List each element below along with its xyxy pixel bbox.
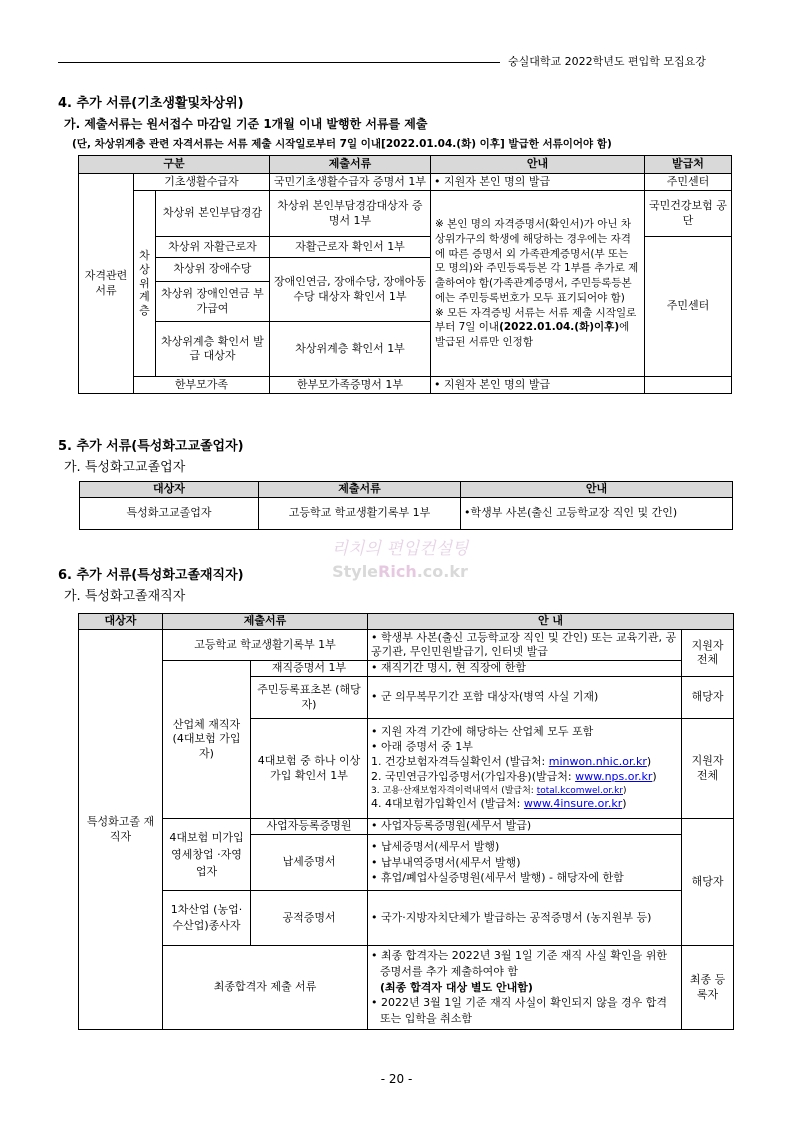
s6-industry: 산업체 재직자 (4대보험 가입자) bbox=[163, 661, 251, 819]
s6-a-doc: 고등학교 학교생활기록부 1부 bbox=[163, 630, 368, 661]
s6-h-note: 최종 등록자 bbox=[682, 946, 734, 1030]
page-number: - 20 - bbox=[380, 1072, 413, 1086]
s4-r1-issuer: 주민센터 bbox=[645, 174, 732, 191]
section-6-title: 6. 추가 서류(특성화고졸재직자) bbox=[58, 568, 244, 583]
s4-r7-info: • 지원자 본인 명의 발급 bbox=[431, 377, 645, 394]
s6-d-info-6 bbox=[371, 797, 678, 812]
watermark-url-domain: .co.kr bbox=[416, 562, 468, 581]
watermark-korean: 리치의 편입컨설팅 bbox=[331, 539, 469, 559]
s6-d-note: 지원자 전체 bbox=[682, 719, 734, 819]
s4-r36-issuer: 주민센터 bbox=[645, 237, 732, 377]
s6-a-note: 지원자 전체 bbox=[682, 630, 734, 677]
s6-uninsured: 4대보험 미가입 영세창업 ·자영업자 bbox=[163, 819, 251, 891]
s4-r5-type: 차상위 장애인연금 부가급여 bbox=[156, 282, 270, 322]
s6-d-info-5-text: 3. 고용·산재보험자격이력내역서 (발급처: bbox=[371, 785, 537, 796]
s6-h-info-1: • 최종 합격자는 2022년 3월 1일 기준 재직 사실 확인을 위한 증명서를 추가 제출하여야 함 bbox=[371, 948, 667, 978]
s6-f-info-1: • 납세증명서(세무서 발행) bbox=[371, 839, 500, 853]
s4-r2-type: 차상위 본인부담경감 bbox=[156, 191, 270, 237]
s6-h-info bbox=[368, 946, 682, 1030]
s4-r7-doc: 한부모가족증명서 1부 bbox=[270, 377, 431, 394]
s6-d-link-kcomwel[interactable]: total.kcomwel.or.kr bbox=[536, 785, 623, 796]
s6-h-info-3: • 2022년 3월 1일 기준 재직 사실이 확인되지 않을 경우 합격 또는 입학을 취소함 bbox=[371, 996, 667, 1026]
s6-b-info: • 재직기간 명시, 현 직장에 한함 bbox=[368, 661, 682, 677]
s6-d-info-5 bbox=[371, 785, 678, 797]
s6-d-info-4-text: 2. 국민연금가입증명서(가입자용)(발급처: bbox=[371, 769, 576, 783]
section-5-title: 5. 추가 서류(특성화고교졸업자) bbox=[58, 439, 244, 454]
watermark-url bbox=[315, 562, 485, 581]
s6-g-doc: 공적증명서 bbox=[251, 891, 368, 946]
s6-col-documents: 제출서류 bbox=[163, 614, 368, 630]
s4-r7-type: 한부모가족 bbox=[134, 377, 270, 394]
s6-d-info-6-end: ) bbox=[622, 796, 627, 810]
s6-c-note: 해당자 bbox=[682, 677, 734, 719]
s6-d-info-4-end: ) bbox=[652, 769, 657, 783]
s6-primary-industry: 1차산업 (농업·수산업)종사자 bbox=[163, 891, 251, 946]
s6-f-info-2: • 납부내역증명서(세무서 발행) bbox=[371, 855, 521, 869]
s5-target: 특성화고교졸업자 bbox=[80, 498, 259, 530]
s6-d-info-6-text: 4. 4대보험가입확인서 (발급처: bbox=[371, 796, 524, 810]
s4-r6-type: 차상위계층 확인서 발급 대상자 bbox=[156, 322, 270, 377]
s4-merged-info bbox=[431, 191, 645, 377]
s4-r4-type: 차상위 장애수당 bbox=[156, 258, 270, 282]
s6-b-doc: 재직증명서 1부 bbox=[251, 661, 368, 677]
s6-d-info bbox=[368, 719, 682, 819]
s6-d-info-1: • 지원 자격 기간에 해당하는 산업체 모두 포함 bbox=[371, 725, 594, 739]
s6-a-info: • 학생부 사본(출신 고등학교장 직인 및 간인) 또는 교육기관, 공공기관, 무인민원발급기, 인터넷 발급 bbox=[368, 630, 682, 661]
s4-r6-doc: 차상위계층 확인서 1부 bbox=[270, 322, 431, 377]
s6-col-guide: 안 내 bbox=[368, 614, 734, 630]
section-6-sub: 가. 특성화고졸재직자 bbox=[64, 589, 186, 604]
s6-f-info bbox=[368, 835, 682, 891]
s4-r3-type: 차상위 자활근로자 bbox=[156, 237, 270, 258]
s4-r3-doc: 자활근로자 확인서 1부 bbox=[270, 237, 431, 258]
s6-target: 특성화고졸 재직자 bbox=[79, 630, 163, 1030]
s4-r1-doc: 국민기초생활수급자 증명서 1부 bbox=[270, 174, 431, 191]
s6-col-target: 대상자 bbox=[79, 614, 163, 630]
s6-d-info-3-text: 1. 건강보험자격득실확인서 (발급처: bbox=[371, 755, 549, 768]
watermark-url-style: Style bbox=[332, 562, 379, 581]
section-5-sub: 가. 특성화고교졸업자 bbox=[64, 460, 186, 475]
s4-col-guide: 안내 bbox=[431, 156, 645, 174]
s6-f-doc: 납세증명서 bbox=[251, 835, 368, 891]
s4-r1-type: 기초생활수급자 bbox=[134, 174, 270, 191]
s6-e-doc: 사업자등록증명원 bbox=[251, 819, 368, 835]
s4-merged-info-2c: 에 발급된 서류만 인정함 bbox=[435, 321, 630, 348]
s6-d-info-3 bbox=[371, 755, 678, 770]
s6-d-info-5-end: ) bbox=[623, 785, 627, 796]
s4-col-category: 구분 bbox=[79, 156, 270, 174]
section-4-title: 4. 추가 서류(기초생활및차상위) bbox=[58, 96, 244, 111]
s6-e-info: • 사업자등록증명원(세무서 발급) bbox=[368, 819, 682, 835]
section-4-sub: 가. 제출서류는 원서접수 마감일 기준 1개월 이내 발행한 서류를 제출 bbox=[64, 117, 428, 131]
header-rule bbox=[58, 62, 500, 63]
s4-r1-info: • 지원자 본인 명의 발급 bbox=[431, 174, 645, 191]
s4-col-issuer: 발급처 bbox=[645, 156, 732, 174]
s4-group: 자격관련 서류 bbox=[79, 174, 134, 394]
s6-efg-note: 해당자 bbox=[682, 819, 734, 946]
s5-col-documents: 제출서류 bbox=[259, 482, 461, 498]
s5-doc: 고등학교 학교생활기록부 1부 bbox=[259, 498, 461, 530]
s4-r2-issuer: 국민건강보험 공단 bbox=[645, 191, 732, 237]
s6-d-doc: 4대보험 중 하나 이상 가입 확인서 1부 bbox=[251, 719, 368, 819]
s6-c-info: • 군 의무복무기간 포함 대상자(병역 사실 기재) bbox=[368, 677, 682, 719]
s4-col-documents: 제출서류 bbox=[270, 156, 431, 174]
s6-d-link-nps[interactable]: www.nps.or.kr bbox=[575, 769, 653, 783]
s4-subgroup: 차상위계층 bbox=[134, 191, 156, 377]
s6-d-info-4 bbox=[371, 770, 678, 785]
header-title: 숭실대학교 2022학년도 편입학 모집요강 bbox=[508, 55, 706, 68]
s4-merged-info-2b: (2022.01.04.(화)이후) bbox=[499, 321, 620, 334]
s5-info: •학생부 사본(출신 고등학교장 직인 및 간인) bbox=[461, 498, 733, 530]
s4-merged-info-1: ※ 본인 명의 자격증명서(확인서)가 아닌 차상위가구의 학생에 해당하는 경우에는 자격에 따른 증명서 외 가족관계증명서(부 또는 모 명의)와 주민등록등본 각 1부를 추가로 제출하여야 함(가족관계증명서, 주민등록등본에는 주민등록번호가 모두 표기되어야 함) bbox=[435, 218, 639, 304]
s6-h-info-2: (최종 합격자 대상 별도 안내함) bbox=[380, 980, 533, 994]
s6-table bbox=[78, 613, 734, 1030]
s5-col-guide: 안내 bbox=[461, 482, 733, 498]
s4-r2-doc: 차상위 본인부담경감대상자 증명서 1부 bbox=[270, 191, 431, 237]
s4-merged-info-2a: ※ 모든 자격증빙 서류는 서류 제출 시작일로부터 7일 이내 bbox=[435, 306, 637, 334]
s6-d-info-2: • 아래 증명서 중 1부 bbox=[371, 740, 473, 754]
s6-d-link-nhic[interactable]: minwon.nhic.or.kr bbox=[548, 755, 647, 768]
section-4-note: (단, 차상위계층 관련 자격서류는 서류 제출 시작일로부터 7일 이내[2022.01.04.(화) 이후] 발급한 서류이어야 함) bbox=[72, 138, 612, 150]
s4-r7-issuer-empty bbox=[645, 377, 732, 394]
watermark-url-rich: Rich bbox=[378, 562, 417, 581]
s4-table bbox=[78, 155, 732, 394]
s5-col-target: 대상자 bbox=[80, 482, 259, 498]
s6-f-info-3: • 휴업/폐업사실증명원(세무서 발행) - 해당자에 한함 bbox=[371, 871, 624, 885]
s6-h-doc: 최종합격자 제출 서류 bbox=[163, 946, 368, 1030]
s4-r45-doc: 장애인연금, 장애수당, 장애아동수당 대상자 확인서 1부 bbox=[270, 258, 431, 322]
s6-d-link-4insure[interactable]: www.4insure.or.kr bbox=[523, 796, 623, 810]
s6-g-info: • 국가·지방자치단체가 발급하는 공적증명서 (농지원부 등) bbox=[368, 891, 682, 946]
s5-table bbox=[79, 481, 733, 530]
s6-d-info-3-end: ) bbox=[646, 755, 652, 768]
s6-c-doc: 주민등록표초본 (해당자) bbox=[251, 677, 368, 719]
